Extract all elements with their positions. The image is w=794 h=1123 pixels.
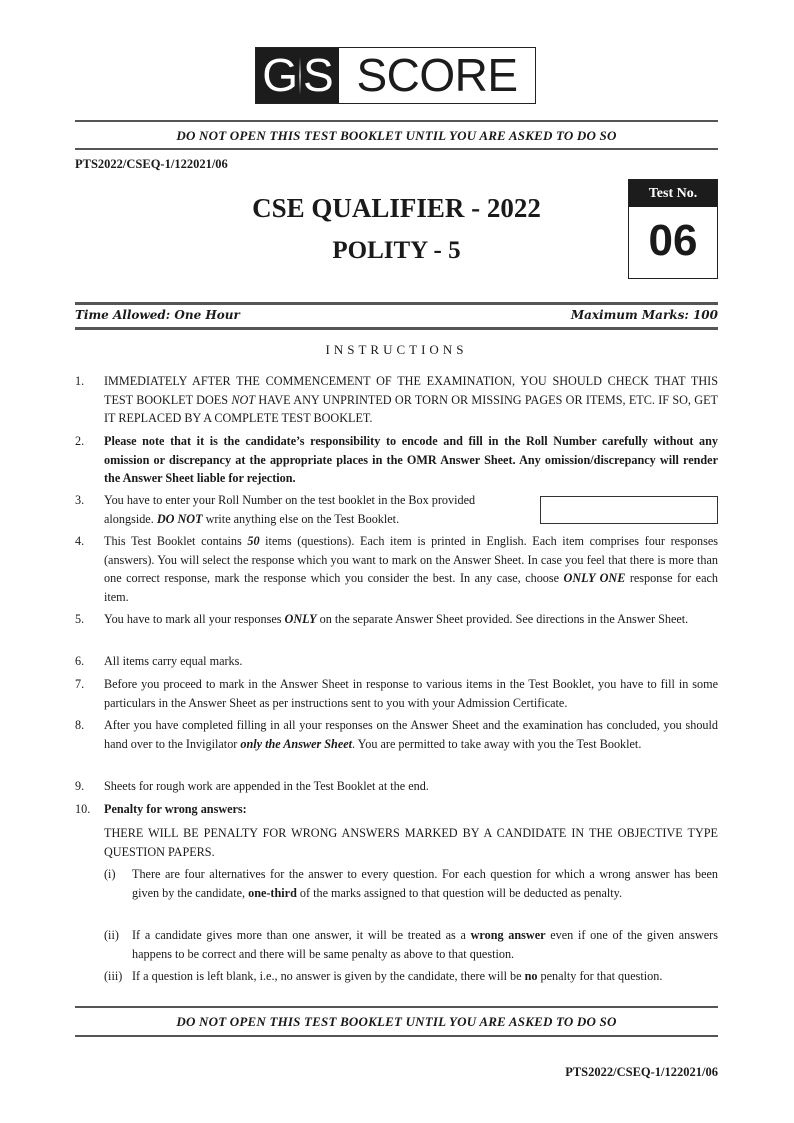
item-number: 1.	[75, 374, 85, 388]
top-warning: DO NOT OPEN THIS TEST BOOKLET UNTIL YOU ARE ASKED TO DO SO	[176, 128, 617, 143]
bottom-warning: DO NOT OPEN THIS TEST BOOKLET UNTIL YOU ARE ASKED TO DO SO	[176, 1014, 617, 1029]
item-text	[104, 372, 718, 428]
text-segment: NOT	[231, 392, 256, 407]
penalty-item-ii	[104, 926, 718, 963]
instruction-item-6	[75, 652, 718, 671]
item-number: 5.	[75, 612, 85, 626]
text-segment: no	[524, 969, 538, 983]
instruction-item-9	[75, 777, 718, 796]
text-segment: ONLY ONE	[563, 571, 626, 585]
text-segment: . You are permitted to take away with you the Test Booklet.	[352, 736, 642, 751]
logo-gs-block	[256, 48, 339, 103]
gs-score-logo	[255, 47, 536, 104]
divider	[75, 327, 718, 330]
divider	[75, 120, 718, 122]
text-segment: response for each item.	[104, 571, 718, 604]
page-title: CSE QUALIFIER - 2022	[252, 193, 541, 223]
text-segment: on the separate Answer Sheet provided. See directions in the Answer Sheet.	[316, 612, 689, 626]
instruction-item-3	[75, 491, 515, 528]
item-text	[104, 532, 718, 606]
text-segment: only the Answer Sheet	[240, 736, 353, 751]
text-segment: You have to mark all your responses	[104, 612, 285, 626]
item-text: Penalty for wrong answers:	[104, 802, 247, 816]
logo-letter-s: S	[303, 49, 333, 101]
text-segment: penalty for that question.	[537, 969, 663, 983]
item-text	[104, 716, 718, 753]
text-segment: After you have completed filling in all your responses on the Answer Sheet and the examination has concluded, you should hand over to the Invigilator	[104, 718, 718, 751]
item-number: 2.	[75, 434, 85, 448]
text-segment: If a question is left blank, i.e., no answer is given by the candidate, there will be	[132, 969, 525, 983]
instruction-item-2	[75, 432, 718, 488]
text-segment: There are four alternatives for the answer to every question. For each question for which a wrong answer has been given by the candidate,	[132, 867, 718, 900]
item-number: (i)	[104, 867, 116, 881]
text-segment: IMMEDIATELY AFTER THE COMMENCEMENT OF THE EXAMINATION, YOU SHOULD CHECK THAT THIS TEST BOOKLET DOES	[104, 374, 718, 407]
instruction-item-4	[75, 532, 718, 606]
item-text	[132, 865, 718, 902]
item-number: (ii)	[104, 928, 119, 942]
penalty-intro	[104, 824, 718, 861]
page-subtitle: POLITY - 5	[332, 237, 461, 264]
instruction-item-10	[75, 800, 718, 819]
penalty-item-i	[104, 865, 718, 902]
item-text: Please note that it is the candidate’s responsibility to encode and fill in the Roll Number carefully without any omission or discrepancy at the appropriate places in the OMR Answer Sheet. Any omission/discrepancy will render the Answer Sheet liable for rejection.	[104, 434, 718, 485]
penalty-item-iii	[104, 967, 718, 986]
item-text	[104, 491, 515, 528]
item-text: Sheets for rough work are appended in the Test Booklet at the end.	[104, 779, 429, 793]
item-number: 8.	[75, 718, 85, 732]
roll-number-box[interactable]	[540, 496, 718, 524]
divider	[75, 302, 718, 305]
test-number-box	[628, 179, 718, 279]
text-segment: one-third	[248, 885, 297, 900]
item-number: 6.	[75, 654, 85, 668]
instruction-item-5	[75, 610, 718, 629]
test-number-value: 06	[648, 216, 698, 265]
logo-score-text: SCORE	[356, 49, 518, 101]
instructions-heading: INSTRUCTIONS	[325, 342, 468, 357]
item-number: 3.	[75, 493, 85, 507]
divider	[75, 148, 718, 150]
item-text	[132, 926, 718, 963]
text-segment: This Test Booklet contains	[104, 534, 248, 548]
divider	[75, 1035, 718, 1037]
instruction-item-7	[75, 675, 718, 712]
text-segment: of the marks assigned to that question will be deducted as penalty.	[296, 885, 622, 900]
item-text	[132, 967, 718, 986]
text-segment: If a candidate gives more than one answer, it will be treated as a	[132, 928, 471, 942]
text-segment: HAVE ANY UNPRINTED OR TORN OR MISSING PAGES OR ITEMS, ETC. IF SO, GET IT REPLACED BY A COMPLETE TEST BOOKLET.	[104, 392, 718, 425]
logo-letter-g: G	[262, 49, 298, 101]
text-segment: DO NOT	[156, 511, 203, 526]
text-segment: ONLY	[284, 612, 317, 626]
item-number: 10.	[75, 802, 91, 816]
footer-paper-code: PTS2022/CSEQ-1/122021/06	[565, 1065, 718, 1079]
item-number: 7.	[75, 677, 85, 691]
text-segment: even if one of the given answers happens to be correct and there will be same penalty as above to that question.	[132, 928, 718, 961]
test-number-label: Test No.	[629, 180, 717, 207]
logo-separator	[299, 57, 301, 95]
divider	[75, 1006, 718, 1008]
text-segment: wrong answer	[470, 928, 546, 942]
item-number: 4.	[75, 534, 85, 548]
maximum-marks: Maximum Marks: 100	[570, 308, 718, 322]
instruction-item-1	[75, 372, 718, 428]
time-allowed: Time Allowed: One Hour	[75, 308, 240, 322]
text-segment: You have to enter your Roll Number on the test booklet in the Box provided alongside.	[104, 493, 476, 526]
item-text: Before you proceed to mark in the Answer Sheet in response to various items in the Test Booklet, you have to fill in some particulars in the Answer Sheet as per instructions sent to you with your Admission Certificate.	[104, 677, 718, 710]
item-number: 9.	[75, 779, 85, 793]
penalty-intro-text: THERE WILL BE PENALTY FOR WRONG ANSWERS MARKED BY A CANDIDATE IN THE OBJECTIVE TYPE QUESTION PAPERS.	[104, 826, 718, 859]
instruction-item-8	[75, 716, 718, 753]
item-text: All items carry equal marks.	[104, 654, 243, 668]
item-number: (iii)	[104, 969, 123, 983]
text-segment: items (questions). Each item is printed in English. Each item comprises four responses (answers). You will select the response which you want to mark on the Answer Sheet. In case you feel that there is more than one correct response, mark the response which you consider the best. In any case, choose	[104, 534, 718, 585]
item-text	[104, 610, 718, 629]
text-segment: 50	[247, 534, 260, 548]
text-segment: write anything else on the Test Booklet.	[202, 511, 400, 526]
paper-code: PTS2022/CSEQ-1/122021/06	[75, 157, 228, 171]
